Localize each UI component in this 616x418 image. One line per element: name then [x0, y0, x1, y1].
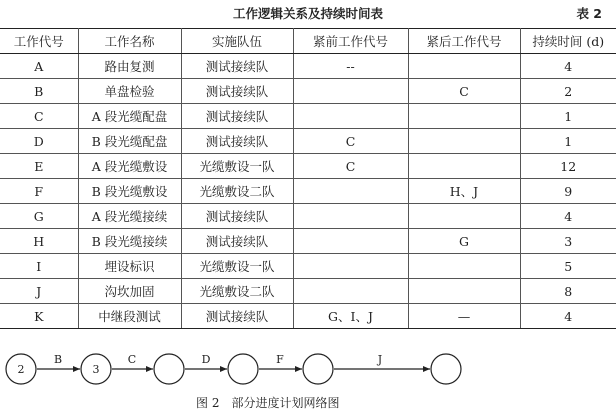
arrow-label: D — [201, 353, 211, 366]
cell-duration: 4 — [520, 304, 616, 329]
table-row — [0, 79, 616, 104]
cell-predecessor — [293, 104, 408, 129]
cell-team: 测试接续队 — [181, 304, 293, 329]
cell-code: D — [0, 129, 78, 154]
cell-duration: 4 — [520, 54, 616, 79]
table-row — [0, 154, 616, 179]
cell-successor: G — [408, 229, 520, 254]
cell-name: A 段光缆敷设 — [78, 154, 181, 179]
cell-team: 测试接续队 — [181, 54, 293, 79]
cell-predecessor — [293, 204, 408, 229]
cell-team: 测试接续队 — [181, 79, 293, 104]
arrow-label: J — [377, 353, 383, 366]
cell-predecessor: G、I、J — [293, 304, 408, 329]
cell-duration: 3 — [520, 229, 616, 254]
arrow-label: B — [53, 353, 63, 366]
table-title: 工作逻辑关系及持续时间表 — [232, 6, 383, 21]
header-name: 工作名称 — [78, 29, 181, 54]
figure-caption: 图 2 部分进度计划网络图 — [196, 396, 340, 410]
network-node — [154, 354, 184, 384]
node-label: 3 — [92, 363, 100, 376]
cell-team: 光缆敷设二队 — [181, 279, 293, 304]
cell-team: 测试接续队 — [181, 229, 293, 254]
cell-code: K — [0, 304, 78, 329]
table-row — [0, 54, 616, 79]
cell-team: 测试接续队 — [181, 129, 293, 154]
cell-code: C — [0, 104, 78, 129]
cell-predecessor: -- — [293, 54, 408, 79]
work-table — [0, 28, 616, 329]
table-row — [0, 254, 616, 279]
cell-name: A 段光缆配盘 — [78, 104, 181, 129]
cell-predecessor — [293, 279, 408, 304]
table-row — [0, 304, 616, 329]
cell-duration: 2 — [520, 79, 616, 104]
header-predecessor: 紧前工作代号 — [293, 29, 408, 54]
header-duration: 持续时间 (d) — [520, 29, 616, 54]
cell-code: J — [0, 279, 78, 304]
header-team: 实施队伍 — [181, 29, 293, 54]
arrow-label: F — [276, 353, 284, 366]
cell-name: 单盘检验 — [78, 79, 181, 104]
cell-successor — [408, 54, 520, 79]
cell-successor — [408, 279, 520, 304]
cell-successor — [408, 154, 520, 179]
cell-code: E — [0, 154, 78, 179]
cell-team: 光缆敷设一队 — [181, 254, 293, 279]
table-row — [0, 279, 616, 304]
cell-successor — [408, 129, 520, 154]
cell-team: 测试接续队 — [181, 104, 293, 129]
network-node — [303, 354, 333, 384]
cell-successor — [408, 104, 520, 129]
table-header-row — [0, 29, 616, 54]
cell-successor: H、J — [408, 179, 520, 204]
table-row — [0, 129, 616, 154]
arrow-label: C — [127, 353, 137, 366]
node-label: 2 — [17, 363, 25, 376]
cell-team: 光缆敷设一队 — [181, 154, 293, 179]
table-row — [0, 104, 616, 129]
cell-name: 沟坎加固 — [78, 279, 181, 304]
cell-team: 光缆敷设二队 — [181, 179, 293, 204]
cell-predecessor — [293, 179, 408, 204]
cell-code: I — [0, 254, 78, 279]
cell-name: 中继段测试 — [78, 304, 181, 329]
cell-predecessor: C — [293, 154, 408, 179]
cell-name: A 段光缆接续 — [78, 204, 181, 229]
cell-duration: 1 — [520, 129, 616, 154]
cell-predecessor — [293, 229, 408, 254]
network-diagram — [0, 345, 616, 387]
cell-duration: 4 — [520, 204, 616, 229]
cell-name: B 段光缆敷设 — [78, 179, 181, 204]
network-node — [228, 354, 258, 384]
cell-successor — [408, 204, 520, 229]
table-row — [0, 204, 616, 229]
cell-code: F — [0, 179, 78, 204]
cell-duration: 5 — [520, 254, 616, 279]
cell-duration: 8 — [520, 279, 616, 304]
cell-name: 路由复测 — [78, 54, 181, 79]
cell-code: A — [0, 54, 78, 79]
cell-duration: 1 — [520, 104, 616, 129]
cell-successor: — — [408, 304, 520, 329]
cell-successor — [408, 254, 520, 279]
cell-name: B 段光缆接续 — [78, 229, 181, 254]
table-row — [0, 229, 616, 254]
cell-team: 测试接续队 — [181, 204, 293, 229]
cell-code: G — [0, 204, 78, 229]
cell-code: H — [0, 229, 78, 254]
cell-duration: 12 — [520, 154, 616, 179]
cell-name: B 段光缆配盘 — [78, 129, 181, 154]
cell-successor: C — [408, 79, 520, 104]
table-number: 表 2 — [576, 6, 602, 21]
cell-predecessor: C — [293, 129, 408, 154]
header-successor: 紧后工作代号 — [408, 29, 520, 54]
cell-duration: 9 — [520, 179, 616, 204]
network-node — [431, 354, 461, 384]
cell-predecessor — [293, 254, 408, 279]
cell-name: 埋设标识 — [78, 254, 181, 279]
table-row — [0, 179, 616, 204]
header-code: 工作代号 — [0, 29, 78, 54]
cell-code: B — [0, 79, 78, 104]
cell-predecessor — [293, 79, 408, 104]
